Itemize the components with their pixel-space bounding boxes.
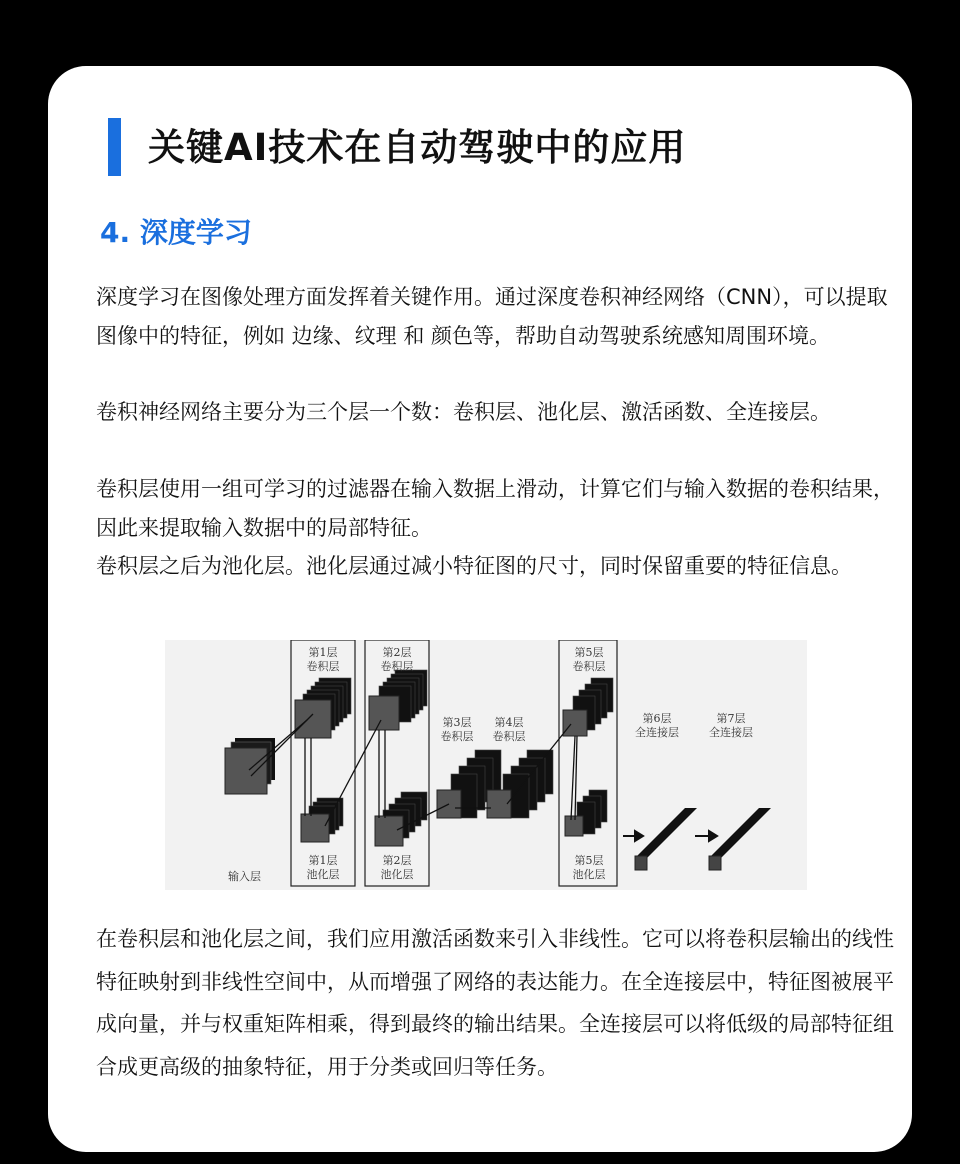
label-fc6-line1: 第6层 [642, 712, 672, 725]
label-fc7-line1: 第7层 [716, 712, 746, 725]
label-pool1-line1: 第1层 [308, 854, 338, 867]
label-conv5-line1: 第5层 [574, 646, 604, 659]
paragraph-pool-layer: 卷积层之后为池化层。池化层通过减小特征图的尺寸，同时保留重要的特征信息。 [96, 554, 852, 578]
paragraph-conv-layer: 卷积层使用一组可学习的过滤器在输入数据上滑动，计算它们与输入数据的卷积结果，因此来提取输入数据中的局部特征。 [96, 477, 894, 540]
conv1-stack [295, 678, 351, 738]
label-conv4-line2: 卷积层 [492, 730, 526, 743]
label-conv1-line1: 第1层 [308, 646, 338, 659]
group-box-layer5 [559, 640, 617, 886]
label-pool2-line1: 第2层 [382, 854, 412, 867]
label-conv3-line2: 卷积层 [440, 730, 474, 743]
cnn-architecture-diagram [165, 640, 807, 890]
label-conv2-line2: 卷积层 [380, 660, 414, 673]
label-pool5-line1: 第5层 [574, 854, 604, 867]
input-layer-block [225, 738, 275, 794]
conv5-stack [563, 678, 613, 736]
fc6-block [635, 808, 697, 870]
label-fc6-line2: 全连接层 [635, 726, 679, 739]
label-pool2-line2: 池化层 [380, 868, 414, 881]
paragraph-activation-fc: 在卷积层和池化层之间，我们应用激活函数来引入非线性。它可以将卷积层输出的线性特征映射到非线性空间中，从而增强了网络的表达能力。在全连接层中，特征图被展平成向量，并与权重矩阵相乘，得到最终的输出结果。全连接层可以将低级的局部特征组合成更高级的抽象特征，用于分类或回归等任务。 [96, 927, 894, 1079]
arrow-to-fc6 [623, 831, 643, 841]
label-conv4-line1: 第4层 [494, 716, 524, 729]
group-box-layer1 [291, 640, 355, 886]
conv2-stack [369, 670, 427, 730]
label-pool5-line2: 池化层 [572, 868, 606, 881]
fc7-block [709, 808, 771, 870]
label-conv2-line1: 第2层 [382, 646, 412, 659]
page-title: 关键AI技术在自动驾驶中的应用 [148, 126, 687, 169]
label-conv1-line2: 卷积层 [306, 660, 340, 673]
label-conv3-line1: 第3层 [442, 716, 472, 729]
article-card [48, 66, 912, 1152]
label-conv5-line2: 卷积层 [572, 660, 606, 673]
paragraph-deep-learning: 深度学习在图像处理方面发挥着关键作用。通过深度卷积神经网络（CNN），可以提取图像中的特征，例如 边缘、纹理 和 颜色等，帮助自动驾驶系统感知周围环境。 [96, 285, 888, 348]
section-heading: 4. 深度学习 [100, 216, 252, 249]
title-accent-bar [108, 118, 121, 176]
paragraph-cnn-layers: 卷积神经网络主要分为三个层一个数：卷积层、池化层、激活函数、全连接层。 [96, 400, 831, 424]
label-input-layer: 输入层 [228, 870, 261, 883]
label-fc7-line2: 全连接层 [709, 726, 753, 739]
label-pool1-line2: 池化层 [306, 868, 340, 881]
cnn-diagram-svg [165, 640, 807, 890]
arrow-to-fc7 [695, 831, 717, 841]
